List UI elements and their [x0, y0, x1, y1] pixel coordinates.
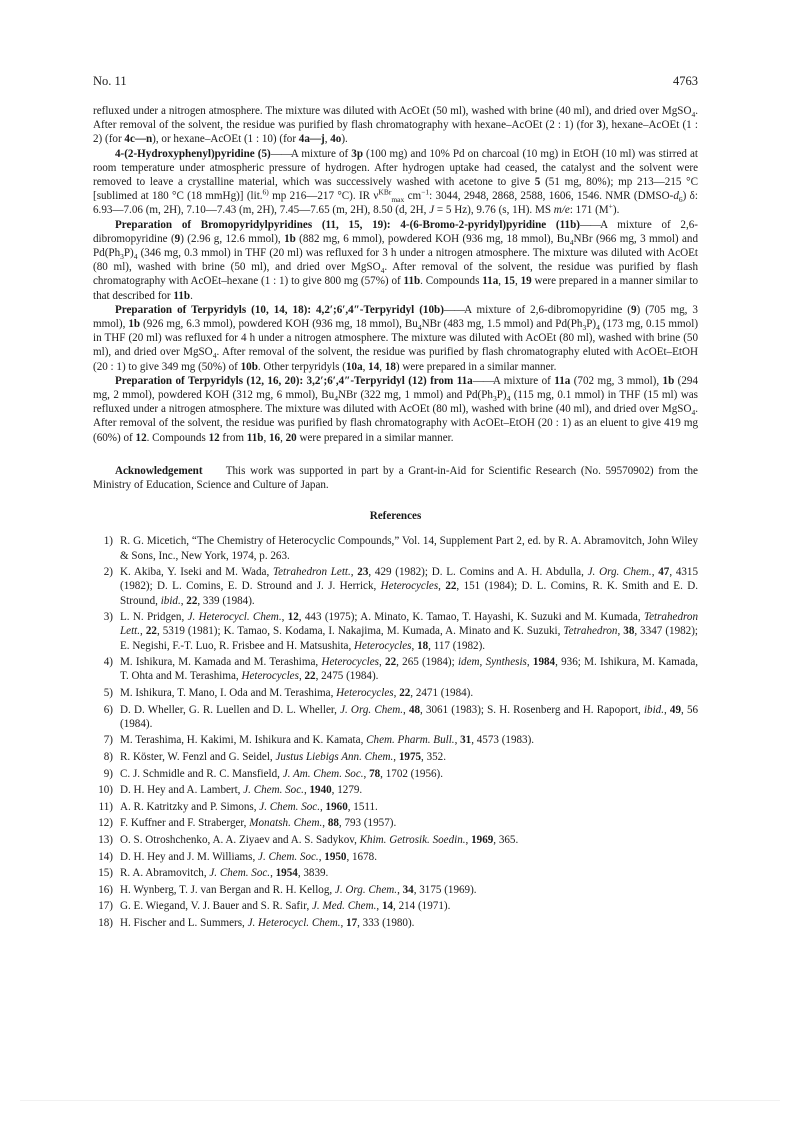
reference-text: D. H. Hey and J. M. Williams, — [120, 850, 259, 863]
reference-text: , 936; M. Ishikura, M. Kamada, T. Ohta and M. Terashima, — [120, 656, 699, 683]
reference-text: , 1702 (1956). — [380, 767, 444, 780]
reference-text: , 265 (1984); — [396, 656, 458, 669]
reference-text: C. J. Schmidle and R. C. Mansfield, — [120, 767, 283, 780]
reference-text: M. Terashima, H. Kakimi, M. Ishikura and K. Kamata, — [120, 734, 367, 747]
reference-text: L. N. Pridgen, — [120, 611, 188, 624]
page-number: 4763 — [673, 74, 698, 88]
reference-text: , 333 (1980). — [357, 917, 415, 929]
journal-name: Tetrahedron Lett. — [272, 566, 351, 579]
reference-text: , — [320, 800, 326, 813]
volume-number: 17 — [346, 917, 358, 929]
section-heading: 4-(2-Hydroxyphenyl)pyridine (5) — [115, 147, 271, 160]
reference-number: 3) — [103, 611, 113, 624]
reference-text: , 56 (1984). — [120, 703, 699, 730]
volume-number: 1954 — [275, 867, 298, 880]
reference-text: K. Akiba, Y. Iseki and M. Wada, — [120, 566, 273, 579]
reference-text: H. Fischer and L. Summers, — [120, 917, 248, 929]
acknowledgement-text: This work was supported in part by a Grant-in-Aid for Scientific Research (No. 59570902) from the Ministry of Education, Science and Culture of Japan. — [93, 464, 698, 492]
section-heading: Preparation of Bromopyridylpyridines (11, 15, 19): 4-(6-Bromo-2-pyridyl)pyridine (11b) — [115, 218, 580, 231]
reference-text: , 3347 (1982); E. Negishi, F.-T. Luo, R. Frisbee and H. Matsushita, — [120, 625, 699, 652]
reference-number: 17) — [98, 900, 113, 913]
reference-text: , 339 (1984). — [197, 594, 255, 607]
reference-item — [93, 565, 698, 608]
volume-number: 1984 — [532, 656, 556, 669]
reference-text: M. Ishikura, M. Kamada and M. Terashima, — [120, 656, 322, 669]
reference-text: , — [454, 734, 461, 747]
reference-text: , — [617, 625, 624, 638]
reference-number: 15) — [98, 867, 113, 880]
reference-item — [93, 833, 698, 847]
reference-item — [93, 655, 698, 683]
reference-item — [93, 767, 698, 781]
journal-name: J. Heterocycl. Chem. — [247, 917, 341, 929]
reference-text: , — [318, 850, 325, 863]
reference-item — [93, 883, 698, 897]
bromopyridylpyridine-paragraph: Preparation of Bromopyridylpyridines (11, 15, 19): 4-(6-Bromo-2-pyridyl)pyridine (11b)——A mixture of 2,6-dibromopyridine (9) (2.96 g, 12.6 mmol), 1b (882 mg, 6 mmol), powdered KOH (936 mg, 18 mmol), $Bu_4NBr$ (966 mg, 3 mmol) and $Pd(Ph_3P)_4$ (346 mg, 0.3 mmol) in THF (20 ml) was refluxed for 3 h under a nitrogen atmosphere. The mixture was diluted with AcOEt (80 ml), washed with brine (50 ml), and dried over MgSO$_4$. After removal of the solvent, the residue was purified by flash chromatography with AcOEt–hexane (1 : 1) to give 800 mg (57%) of 11b. Compounds 11a, 15, 19 were prepared in a manner similar to that described for 11b. — [93, 218, 699, 302]
reference-text: , 4573 (1983). — [471, 734, 535, 747]
reference-text: H. Wynberg, T. J. van Bergan and R. H. Kellog, — [120, 883, 335, 896]
journal-name: J. Org. Chem. — [587, 566, 652, 579]
volume-number: 14 — [381, 900, 394, 913]
volume-number: 1960 — [325, 800, 348, 813]
journal-name: Heterocycles — [241, 670, 299, 683]
volume-number: 22 — [385, 656, 397, 669]
volume-number: 31 — [460, 734, 472, 747]
volume-number: 48 — [408, 703, 421, 716]
journal-name: J. Org. Chem. — [334, 883, 398, 896]
reference-text: , — [281, 611, 288, 624]
reference-text: , — [322, 817, 328, 830]
footnote-ref: 6) — [262, 187, 269, 197]
reference-text: , — [303, 784, 310, 797]
reference-text: M. Ishikura, T. Mano, I. Oda and M. Terashima, — [120, 687, 337, 700]
reference-text: , — [350, 566, 358, 579]
journal-name: Heterocycles — [380, 580, 439, 593]
running-header — [93, 74, 698, 92]
compound-label: 4c—n — [124, 133, 153, 146]
reference-text: , 3175 (1969). — [413, 883, 477, 896]
reference-text: , — [393, 751, 399, 764]
reference-text: , — [180, 594, 187, 607]
reference-item — [93, 783, 698, 797]
volume-number: 22 — [399, 687, 411, 700]
reference-text: G. E. Wiegand, V. J. Bauer and S. R. Safir, — [120, 900, 312, 913]
reference-number: 8) — [103, 751, 113, 764]
reference-number: 5) — [103, 687, 113, 700]
reference-text: , — [526, 656, 533, 669]
reference-number: 12) — [98, 817, 113, 830]
volume-number: 23 — [357, 566, 369, 579]
journal-name: Justus Liebigs Ann. Chem. — [275, 751, 394, 764]
reference-item — [93, 750, 698, 764]
reference-item — [93, 686, 698, 700]
issue-number: No. 11 — [93, 74, 127, 88]
journal-name: ibid. — [160, 594, 181, 607]
reference-text: , 1279. — [331, 784, 363, 797]
reference-number: 13) — [98, 834, 113, 847]
reference-item — [93, 916, 698, 930]
hydroxyphenylpyridine-paragraph: 4-(2-Hydroxyphenyl)pyridine (5)——A mixture of 3p (100 mg) and 10% Pd on charcoal (10 mg) in EtOH (10 ml) was stirred at room temperature under atmospheric pressure of hydrogen. After hydrogen uptake had ceased, the catalyst and the solvent were removed to leave a crystalline material, which was successively washed with acetone to give 5 (51 mg, 80%); mp 213—215 °C [sublimed at 180 °C (18 mmHg)] (lit.$^{6)}$ mp 216—217 °C). IR $\nu^{KBr}_{max}$ $cm^{-1}$: 3044, 2948, 2868, 2588, 1606, 1546. NMR $(DMSO-d_6)$ δ: 6.93—7.06 (m, 2H), 7.10—7.43 (m, 2H), 7.45—7.65 (m, 2H), 8.50 (d, 2H, J = 5 Hz), 9.76 (s, 1H). MS m/e: 171 (M+). — [93, 147, 698, 217]
journal-name: ibid. — [643, 703, 664, 716]
reference-text: , 2471 (1984). — [410, 687, 474, 700]
journal-name: J. Chem. Soc. — [259, 800, 320, 813]
reference-text: , — [663, 703, 670, 716]
volume-number: 1950 — [324, 850, 347, 863]
terpyridyl-10b-paragraph: Preparation of Terpyridyls (10, 14, 18): 4,2′;6′,4″-Terpyridyl (10b)——A mixture of 2,6-dibromopyridine (9) (705 mg, 3 mmol), 1b (926 mg, 6.3 mmol), powdered KOH (936 mg, 18 mmol), $Bu_4NBr$ (483 mg, 1.5 mmol) and $Pd(Ph_3P)_4$ (173 mg, 0.15 mmol) in THF (20 ml) was refluxed for 4 h under a nitrogen atmosphere. The mixture was diluted with AcOEt (80 ml), washed with brine (50 ml), and dried over MgSO$_4$. After removal of the solvent, the residue was purified by flash chromatography eluted with AcOEt–EtOH (20 : 1) to give 349 mg (50%) of 10b. Other terpyridyls (10a, 14, 18) were prepared in a similar manner. — [93, 303, 699, 373]
journal-name: J. Heterocycl. Chem. — [187, 611, 282, 624]
volume-number: 1940 — [309, 784, 332, 797]
reference-text: , 793 (1957). — [338, 817, 397, 830]
reference-item — [93, 703, 698, 731]
journal-name: J. Med. Chem. — [312, 900, 377, 913]
volume-number: 22 — [304, 670, 316, 683]
volume-number: 38 — [623, 625, 635, 638]
reference-text: D. D. Wheller, G. R. Luellen and D. L. Wheller, — [120, 703, 341, 716]
volume-number: 22 — [186, 594, 198, 607]
volume-number: 1975 — [398, 751, 422, 764]
reference-text: , — [270, 867, 276, 880]
article-body — [93, 104, 698, 933]
terpyridyl-12-paragraph: Preparation of Terpyridyls (12, 16, 20): 3,2′;6′,4″-Terpyridyl (12) from 11a——A mixture of 11a (702 mg, 3 mmol), 1b (294 mg, 2 mmol), powdered KOH (312 mg, 6 mmol), $Bu_4NBr$ (322 mg, 1 mmol) and $Pd(Ph_3P)_4$ (115 mg, 0.1 mmol) in THF (15 ml) was refluxed under a nitrogen atmosphere. The mixture was diluted with AcOEt (80 ml), washed with brine (40 ml), and dried over MgSO$_4$. After removal of the solvent, the residue was purified by flash chromatography with AcOEt–EtOH (20 : 1) as an eluent to give 419 mg (60%) of 12. Compounds 12 from 11b, 16, 20 were prepared in a similar manner. — [93, 374, 699, 444]
compound-label: 3 — [596, 119, 602, 132]
reference-number: 7) — [103, 734, 113, 747]
reference-text: , — [397, 883, 403, 896]
reference-number: 1) — [103, 535, 113, 548]
reference-text: R. G. Micetich, “The Chemistry of Heterocyclic Compounds,” Vol. 14, Supplement Part 2, ed. by R. A. Abramovitch, John Wiley & Sons, Inc., New York, 1974, p. 263. — [120, 535, 698, 562]
reference-text: D. H. Hey and A. Lambert, — [120, 784, 244, 797]
reference-item — [93, 800, 698, 814]
reference-number: 11) — [98, 800, 113, 813]
reference-item — [93, 866, 698, 880]
reference-text: , 117 (1982). — [428, 639, 486, 652]
reference-text: , — [140, 625, 146, 638]
reference-text: , — [438, 580, 446, 593]
journal-name: J. Chem. Soc. — [258, 850, 319, 863]
reference-text: , 352. — [421, 751, 446, 764]
reference-list — [93, 534, 698, 930]
volume-number: 47 — [658, 566, 670, 579]
reference-text: , 214 (1971). — [393, 900, 451, 913]
reference-text: , 1678. — [346, 850, 377, 863]
reference-text: R. A. Abramovitch, — [120, 867, 210, 880]
reference-text: A. R. Katritzky and P. Simons, — [120, 800, 260, 813]
journal-name: Heterocycles — [321, 656, 379, 669]
volume-number: 18 — [417, 639, 429, 652]
volume-number: 1969 — [471, 834, 494, 847]
reference-text: , 4315 (1982); D. L. Comins, E. D. Stround and J. J. Herrick, — [120, 566, 699, 593]
reference-number: 18) — [98, 917, 113, 929]
reference-item — [93, 610, 698, 653]
reference-item — [93, 534, 698, 562]
reference-text: , — [376, 900, 382, 913]
reference-text: , — [403, 703, 409, 716]
journal-name: Heterocycles — [354, 639, 412, 652]
volume-number: 12 — [287, 611, 299, 624]
reference-number: 14) — [98, 850, 113, 863]
journal-name: Tetrahedron Lett. — [120, 611, 698, 638]
reference-text: , 3061 (1983); S. H. Rosenberg and H. Rapoport, — [420, 703, 644, 716]
reference-text: , — [298, 670, 305, 683]
reference-text: F. Kuffner and F. Straberger, — [120, 817, 250, 830]
reference-item — [93, 733, 698, 747]
journal-name: Tetrahedron — [563, 625, 618, 638]
reference-text: , — [378, 656, 386, 669]
compound-label: 4a—j — [298, 133, 325, 146]
volume-number: 34 — [402, 883, 414, 896]
volume-number: 22 — [145, 625, 157, 638]
acknowledgement-paragraph — [93, 464, 698, 492]
reference-number: 4) — [103, 656, 113, 669]
journal-name: Khim. Getrosik. Soedin. — [359, 834, 466, 847]
reference-number: 6) — [103, 703, 113, 716]
reference-text: , — [340, 917, 347, 929]
reference-text: , — [465, 834, 472, 847]
reference-text: R. Köster, W. Fenzl and G. Seidel, — [120, 751, 276, 764]
references-heading: References — [369, 510, 422, 523]
reference-text: , 443 (1975); A. Minato, K. Tamao, T. Hayashi, K. Suzuki and M. Kumada, — [298, 611, 644, 624]
reference-item — [93, 816, 698, 830]
reference-text: , 151 (1984); D. L. Comins, R. K. Smith and E. D. Stround, — [120, 580, 699, 607]
section-heading: Preparation of Terpyridyls (10, 14, 18): 4,2′;6′,4″-Terpyridyl (10b) — [115, 303, 444, 316]
volume-number: 88 — [327, 817, 339, 830]
reference-text: , 1511. — [347, 800, 378, 813]
reference-text: , — [651, 566, 659, 579]
reference-text: , 5319 (1981); K. Tamao, S. Kodama, I. Nakajima, M. Kumada, A. Minato and K. Suzuki, — [156, 625, 564, 638]
reference-number: 16) — [98, 883, 113, 896]
reference-text: , — [411, 639, 418, 652]
reference-number: 9) — [103, 767, 113, 780]
section-heading: Preparation of Terpyridyls (12, 16, 20): 3,2′;6′,4″-Terpyridyl (12) from 11a — [115, 374, 473, 387]
journal-name: idem, Synthesis — [457, 656, 527, 669]
compound-label: 4o — [330, 133, 342, 146]
reference-text: , 3839. — [297, 867, 329, 880]
volume-number: 78 — [369, 767, 381, 780]
reference-text: , — [393, 687, 400, 700]
journal-name: Monatsh. Chem. — [249, 817, 323, 830]
reference-text: , — [363, 767, 370, 780]
reference-text: , 429 (1982); D. L. Comins and A. H. Abdulla, — [368, 566, 588, 579]
reference-number: 10) — [98, 784, 113, 797]
journal-name: J. Chem. Soc. — [209, 867, 271, 880]
reference-text: O. S. Otroshchenko, A. A. Ziyaev and A. S. Sadykov, — [120, 834, 360, 847]
reference-text: , 2475 (1984). — [315, 670, 379, 683]
reference-item — [93, 899, 698, 913]
reference-number: 2) — [103, 566, 113, 579]
reference-item — [93, 850, 698, 864]
journal-name: J. Am. Chem. Soc. — [282, 767, 364, 780]
journal-name: Heterocycles — [336, 687, 394, 700]
scan-artifact-line — [20, 1100, 780, 1101]
journal-name: J. Org. Chem. — [340, 703, 403, 716]
volume-number: 22 — [445, 580, 457, 593]
experimental-paragraph-continued: refluxed under a nitrogen atmosphere. The mixture was diluted with AcOEt (50 ml), washed with brine (40 ml), and dried over MgSO$_4$. After removal of the solvent, the residue was purified by flash chromatography with hexane–AcOEt (2 : 1) (for 3), hexane–AcOEt (1 : 2) (for 4c—n), or hexane–AcOEt (1 : 10) (for 4a—j, 4o). — [93, 105, 698, 146]
reference-text: , 365. — [493, 834, 519, 847]
acknowledgement-heading: Acknowledgement — [115, 464, 203, 477]
journal-name: J. Chem. Soc. — [243, 784, 304, 797]
volume-number: 49 — [669, 703, 682, 716]
journal-name: Chem. Pharm. Bull. — [366, 734, 455, 747]
